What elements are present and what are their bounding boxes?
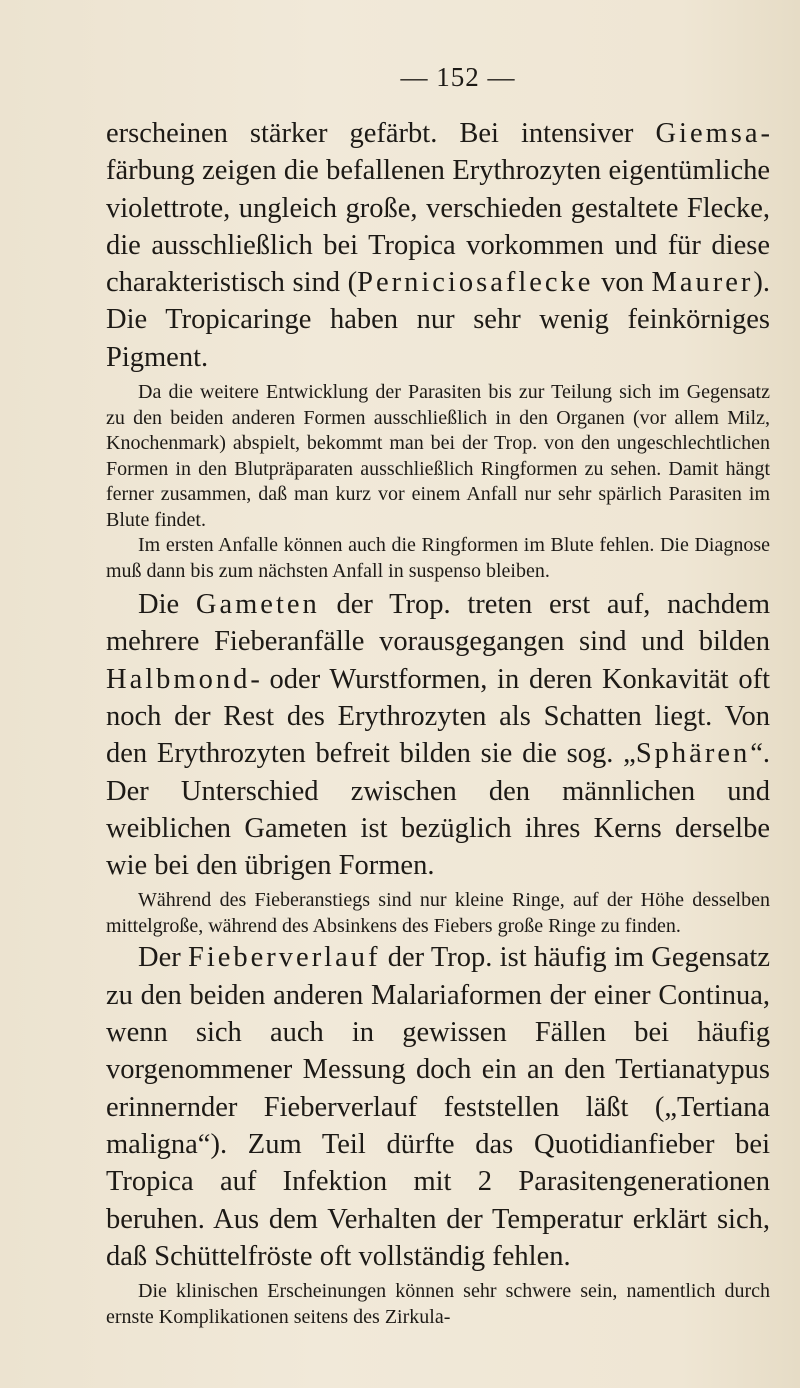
page-number: — 152 —: [400, 62, 516, 92]
paragraph-fever-rise: Während des Fieberanstiegs sind nur kleine Ringe, auf der Höhe desselben mittelgroße, während des Absinkens des Fiebers große Ringe zu finden.: [106, 889, 770, 937]
paragraph-giemsa-staining: [106, 115, 770, 376]
paragraph-first-attack: Im ersten Anfalle können auch die Ringformen im Blute fehlen. Die Diagnose muß dann bis zum nächsten Anfall in suspenso bleiben.: [106, 534, 770, 582]
text-run: von: [593, 267, 652, 299]
spaced-term-sphaeren: Sphären: [635, 738, 751, 770]
text-run: “. Der Unterschied zwischen den männlichen und weiblichen Gameten ist bezüglich ihres Kerns derselbe wie bei den übrigen Formen.: [106, 738, 770, 882]
spaced-term-maurer: Maurer: [651, 267, 754, 299]
spaced-term-halbmond: Halbmond: [106, 663, 251, 695]
text-run: -färbung zeigen die befallenen Erythrozyten eigentümliche violettrote, ungleich große, verschieden gestaltete Flecke, die ausschließlich bei Tropica vorkommen und für diese charakteristisch sind (: [106, 118, 770, 299]
paragraph-fever-course: [106, 939, 770, 1275]
text-run: Die: [138, 589, 196, 621]
spaced-term-giemsa: Giemsa: [655, 118, 761, 149]
paragraph-gametes: [106, 586, 770, 884]
text-run: erscheinen stärker gefärbt. Bei intensiver: [106, 118, 656, 149]
text-run: ). Die Tropicaringe haben nur sehr wenig feinkörniges Pigment.: [106, 267, 770, 373]
text-run: der Trop. ist häufig im Gegensatz zu den beiden anderen Malariaformen der einer Continua, wenn sich auch in gewissen Fällen bei häufig vorgenommener Messung doch ein an den Tertianatypus erinnernder Fieberverlauf feststellen läßt („Tertiana maligna“). Zum Teil dürfte das Quotidianfieber bei Tropica auf Infektion mit 2 Parasitengenerationen beruhen. Aus dem Verhalten der Temperatur erklärt sich, daß Schüttelfröste oft vollständig fehlen.: [106, 942, 770, 1272]
text-run: Der: [138, 942, 188, 974]
spaced-term-gameten: Gameten: [195, 589, 320, 621]
spaced-term-perniciosaflecke: Perniciosaflecke: [357, 267, 594, 299]
spaced-term-fieberverlauf: Fieberverlauf: [187, 942, 381, 974]
paragraph-development-organs: Da die weitere Entwicklung der Parasiten bis zur Teilung sich im Gegensatz zu den beiden anderen Formen ausschließlich in den Organen (vor allem Milz, Knochenmark) abspielt, bekommt man bei der Trop. von den ungeschlechtlichen Formen in den Blutpräparaten ausschließlich Ringformen zu sehen. Damit hängt ferner zusammen, daß man kurz vor einem Anfall nur sehr spärlich Parasiten im Blute findet.: [106, 381, 770, 531]
text-run: der Trop. treten erst auf, nachdem mehrere Fieberanfälle vorausgegangen sind und bilden: [106, 589, 770, 658]
paragraph-clinical-symptoms: Die klinischen Erscheinungen können sehr schwere sein, namentlich durch ernste Komplikationen seitens des Zirkula-: [106, 1280, 770, 1328]
text-run: - oder Wurstformen, in deren Konkavität oft noch der Rest des Erythrozyten als Schatten liegt. Von den Erythrozyten befreit bilden sie die sog. „: [106, 663, 770, 770]
